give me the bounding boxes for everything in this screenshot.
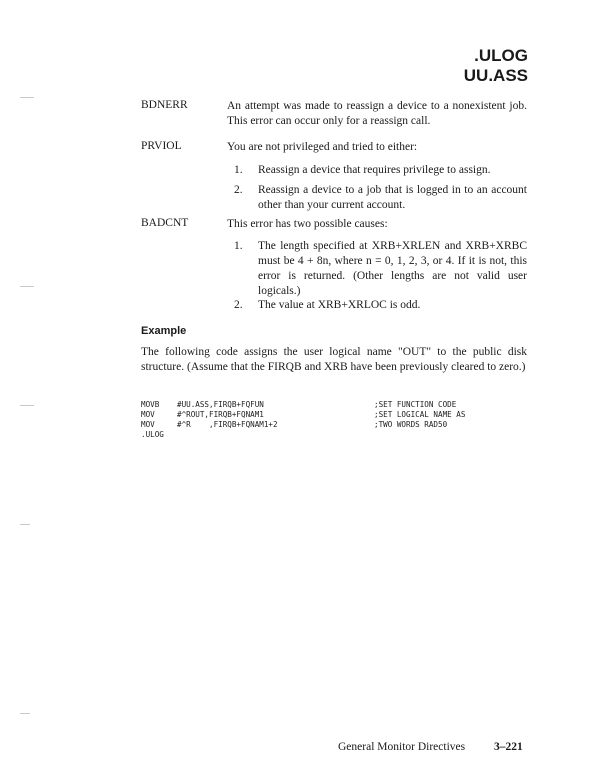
code-opcode: .ULOG	[141, 430, 164, 439]
page-header	[464, 46, 528, 86]
error-description: This error has two possible causes:	[227, 218, 388, 230]
list-item-number: 2.	[234, 299, 243, 311]
header-directive: .ULOG	[474, 46, 528, 65]
header-function: UU.ASS	[463, 66, 528, 85]
code-operand: #^R ,FIRQB+FQNAM1+2	[177, 420, 278, 429]
margin-mark	[20, 405, 34, 406]
error-term: PRVIOL	[141, 140, 182, 152]
error-term: BDNERR	[141, 99, 188, 111]
margin-mark	[20, 97, 34, 98]
code-opcode: MOV	[141, 420, 155, 429]
list-item-text: The length specified at XRB+XRLEN and XRB+XRBC must be 4 + 8n, where n = 0, 1, 2, 3, or 4. If it is not, this error is returned. (Other lengths are not valid user logicals.)	[258, 240, 527, 297]
code-block	[141, 400, 466, 440]
code-operand: #UU.ASS,FIRQB+FQFUN	[177, 400, 264, 409]
code-line	[141, 400, 457, 410]
error-term: BADCNT	[141, 217, 189, 229]
code-comment: ;SET FUNCTION CODE	[374, 400, 457, 409]
code-line	[141, 410, 466, 420]
code-line	[141, 430, 164, 440]
code-line	[141, 420, 448, 430]
list-item-text: Reassign a device that requires privilege to assign.	[258, 164, 491, 176]
code-operand: #^ROUT,FIRQB+FQNAM1	[177, 410, 264, 419]
list-item-number: 2.	[234, 184, 243, 196]
code-comment: ;TWO WORDS RAD50	[374, 420, 448, 429]
error-description: An attempt was made to reassign a device to a nonexistent job. This error can occur only for a reassign call.	[227, 100, 527, 127]
code-opcode: MOVB	[141, 400, 160, 409]
list-item-number: 1.	[234, 164, 243, 176]
code-comment: ;SET LOGICAL NAME AS	[374, 410, 466, 419]
footer-section-title: General Monitor Directives	[338, 741, 466, 753]
example-heading: Example	[141, 325, 187, 337]
margin-mark	[20, 286, 34, 287]
example-paragraph: The following code assigns the user logical name "OUT" to the public disk structure. (Assume that the FIRQB and XRB have been previously cleared to zero.)	[141, 346, 527, 373]
error-description: You are not privileged and tried to either:	[227, 141, 418, 153]
code-opcode: MOV	[141, 410, 155, 419]
list-item-number: 1.	[234, 240, 243, 252]
list-item-text: Reassign a device to a job that is logged in to an account other than your current account.	[258, 184, 527, 211]
margin-mark	[20, 524, 30, 525]
list-item-text: The value at XRB+XRLOC is odd.	[258, 299, 421, 311]
margin-mark	[20, 713, 30, 714]
footer-page-number: 3–221	[494, 741, 523, 753]
